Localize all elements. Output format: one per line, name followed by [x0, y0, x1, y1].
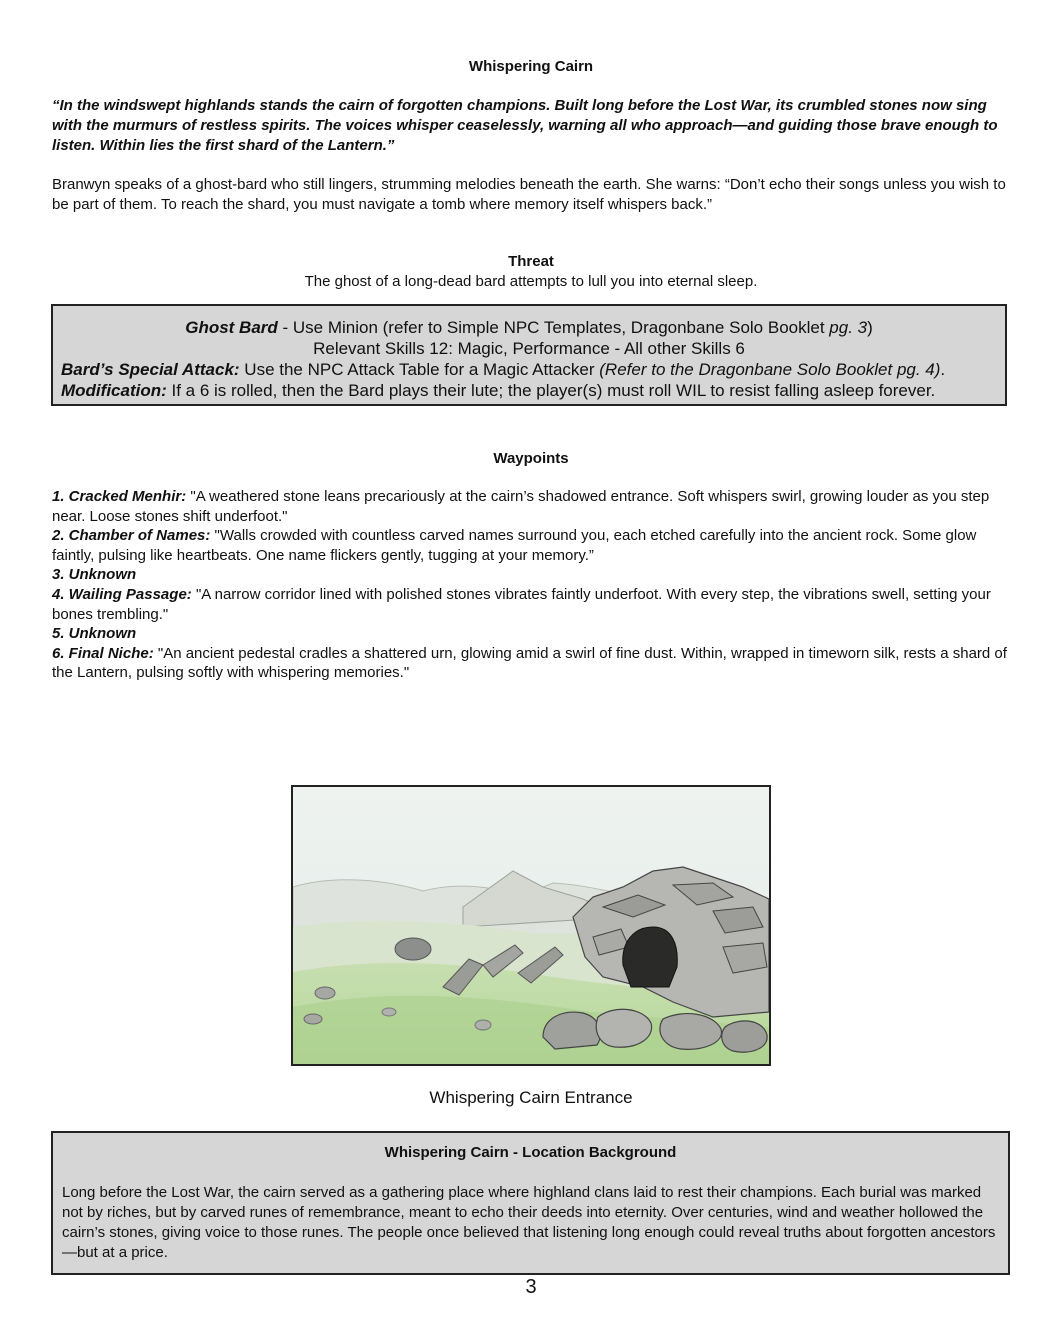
waypoint-item: [52, 487, 1017, 526]
waypoint-item: [52, 585, 1017, 624]
ghost-bard-close: ): [867, 318, 873, 337]
waypoint-label: 6. Final Niche:: [52, 644, 154, 662]
waypoint-item: [52, 644, 1017, 683]
waypoint-text: "A weathered stone leans precariously at the cairn’s shadowed entrance. Soft whispers swirl, growing louder as you step near. Loose stones shift underfoot.": [52, 488, 990, 525]
waypoint-item: [52, 624, 1017, 644]
waypoints-heading: Waypoints: [493, 450, 569, 467]
ghost-bard-name: Ghost Bard: [185, 318, 278, 337]
special-attack-line: [61, 359, 997, 380]
intro-quote: “In the windswept highlands stands the cairn of forgotten champions. Built long before the Lost War, its crumbled stones now sing with the murmurs of restless spirits. The voices whisper ceaselessly, warning all who approach—and guiding those brave enough to listen. Within lies the first shard of the Lantern.”: [52, 97, 998, 154]
waypoint-label: 4. Wailing Passage:: [52, 585, 192, 603]
page-title: Whispering Cairn: [468, 58, 594, 75]
special-attack-ref: (Refer to the Dragonbane Solo Booklet pg. 4): [599, 360, 941, 379]
waypoint-text: "A narrow corridor lined with polished stones vibrates faintly underfoot. With every step, the vibrations swell, setting your bones trembling.": [52, 585, 991, 623]
location-background-text: Long before the Lost War, the cairn served as a gathering place where highland clans laid to rest their champions. Each burial was marked not by riches, but by carved runes of remembrance, meant to echo their deeds into eternity. Over centuries, wind and weather hollowed the cairn’s stones, giving voice to those runes. The people once believed that listening long enough could reveal truths about forgotten ancestors—but at a price.: [62, 1184, 996, 1261]
waypoint-label: 2. Chamber of Names:: [52, 527, 211, 545]
figure-caption: Whispering Cairn Entrance: [429, 1088, 633, 1107]
page-number: 3: [525, 1276, 537, 1298]
modification-text: If a 6 is rolled, then the Bard plays their lute; the player(s) must roll WIL to resist falling asleep forever.: [166, 381, 936, 400]
waypoint-text: "An ancient pedestal cradles a shattered urn, glowing amid a swirl of fine dust. Within, wrapped in timeworn silk, rests a shard of the Lantern, pulsing softly with whispering memories.": [52, 644, 1007, 682]
waypoint-item: [52, 526, 1017, 565]
modification-label: Modification:: [61, 381, 167, 400]
threat-heading: Threat: [508, 253, 554, 270]
waypoint-label: 3. Unknown: [52, 566, 137, 584]
threat-stat-box: [51, 304, 1007, 406]
waypoint-item: [52, 565, 1017, 585]
narrative-paragraph: Branwyn speaks of a ghost-bard who still lingers, strumming melodies beneath the earth. She warns: “Don’t echo their songs unless you wish to be part of them. To reach the shard, you must navigate a tomb where memory itself whispers back.”: [52, 176, 1006, 213]
special-attack-text: Use the NPC Attack Table for a Magic Attacker: [239, 360, 600, 379]
waypoint-text: "Walls crowded with countless carved names surround you, each etched carefully into the ancient rock. Some glow faintly, pulsing like heartbeats. One name flickers gently, tugging at your memory.”: [52, 527, 977, 564]
location-background-title: Whispering Cairn - Location Background: [384, 1144, 677, 1161]
waypoint-label: 1. Cracked Menhir:: [52, 488, 187, 505]
waypoint-label: 5. Unknown: [52, 625, 137, 643]
special-attack-label: Bard’s Special Attack:: [61, 360, 240, 379]
cairn-entrance-illustration: [291, 785, 771, 1066]
ghost-bard-skills: Relevant Skills 12: Magic, Performance - All other Skills 6: [313, 339, 745, 358]
threat-description: The ghost of a long-dead bard attempts to lull you into eternal sleep.: [304, 273, 758, 290]
ghost-bard-text: - Use Minion (refer to Simple NPC Templates, Dragonbane Solo Booklet: [277, 318, 830, 337]
ghost-bard-line: [61, 317, 997, 338]
location-background-box: [51, 1131, 1010, 1275]
modification-line: [61, 380, 997, 401]
waypoints-list: [52, 487, 1017, 683]
ghost-bard-ref: pg. 3: [829, 318, 868, 337]
special-attack-end: .: [940, 360, 946, 379]
